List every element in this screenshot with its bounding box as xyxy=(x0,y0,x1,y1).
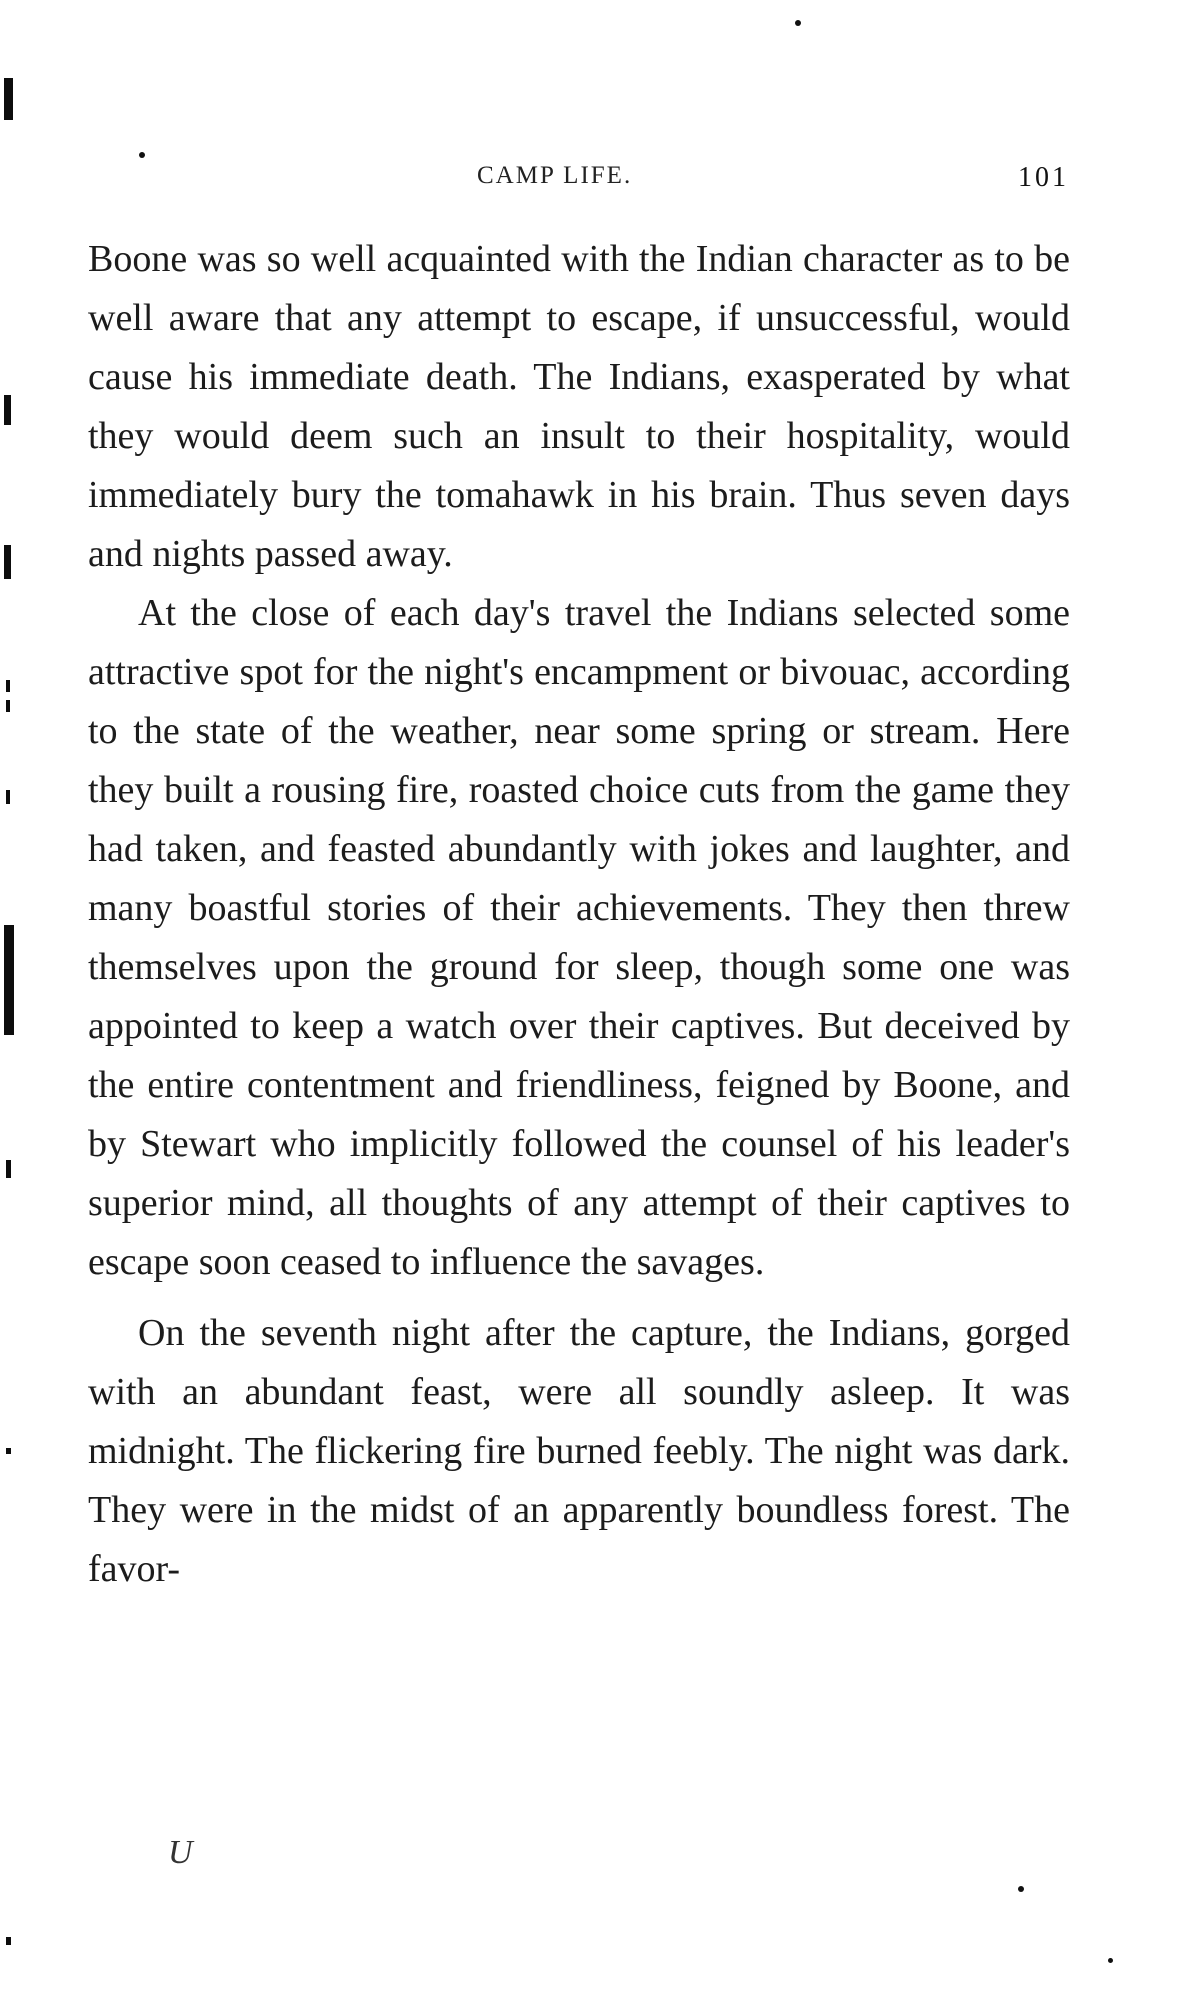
ink-speck xyxy=(1018,1886,1024,1892)
margin-mark xyxy=(6,1937,11,1945)
margin-mark xyxy=(4,395,11,425)
ink-speck xyxy=(795,20,801,26)
signature-mark: U xyxy=(168,1834,193,1871)
ink-speck xyxy=(1108,1958,1113,1963)
running-title: CAMP LIFE. xyxy=(477,162,633,189)
margin-mark xyxy=(6,790,10,804)
margin-mark xyxy=(6,680,10,692)
paragraph-3: On the seventh night after the capture, the Indians, gorged with an abundant feast, were all soundly asleep. It was midnight. The flickering fire burned feebly. The night was dark. They were in the midst of an apparently boundless forest. The favor- xyxy=(88,1312,1070,1590)
page-number: 101 xyxy=(1018,162,1069,193)
running-header xyxy=(0,162,1194,202)
margin-mark xyxy=(6,1448,11,1454)
paragraph-1: Boone was so well acquainted with the Indian character as to be well aware that any attempt to escape, if unsuccessful, would cause his immediate death. The Indians, exasperated by what they would deem such an insult to their hospitality, would immediately bury the tomahawk in his brain. Thus seven days and nights passed away. xyxy=(88,238,1070,575)
margin-mark xyxy=(6,700,10,712)
margin-mark xyxy=(4,925,14,1035)
margin-mark xyxy=(4,78,13,120)
ink-speck xyxy=(139,152,145,158)
body-text xyxy=(88,230,1070,1599)
margin-mark xyxy=(4,545,11,579)
margin-mark xyxy=(6,1160,11,1178)
paragraph-2: At the close of each day's travel the Indians selected some attractive spot for the night's encampment or bivouac, according to the state of the weather, near some spring or stream. Here they built a rousing fire, roasted choice cuts from the game they had taken, and feasted abundantly with jokes and laughter, and many boastful stories of their achievements. They then threw themselves upon the ground for sleep, though some one was appointed to keep a watch over their captives. But deceived by the entire contentment and friendliness, feigned by Boone, and by Stewart who implicitly followed the counsel of his leader's superior mind, all thoughts of any attempt of their captives to escape soon ceased to influence the savages. xyxy=(88,592,1070,1283)
